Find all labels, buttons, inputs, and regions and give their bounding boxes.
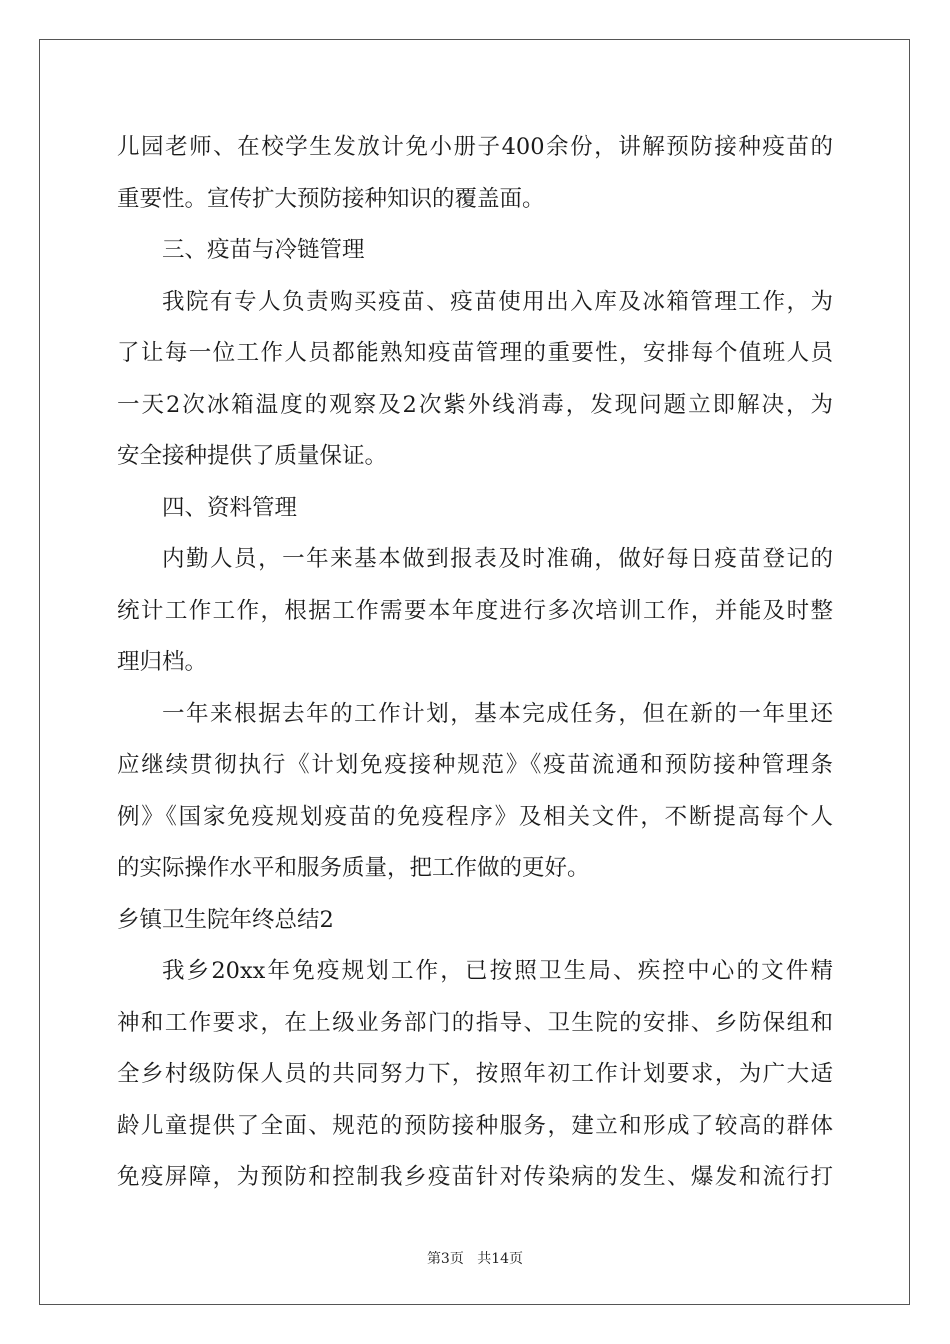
text-line: 神和工作要求，在上级业务部门的指导、卫生院的安排、乡防保组和 [117,1009,833,1036]
text-line: 安全接种提供了质量保证。 [117,443,388,469]
text-line: 例》《国家免疫规划疫苗的免疫程序》及相关文件，不断提高每个人 [117,803,833,830]
text-line: 一年来根据去年的工作计划，基本完成任务，但在新的一年里还 [162,700,833,727]
text-line: 的实际操作水平和服务质量，把工作做的更好。 [117,855,590,881]
text-line: 统计工作工作，根据工作需要本年度进行多次培训工作，并能及时整 [117,597,833,624]
text-line: 免疫屏障，为预防和控制我乡疫苗针对传染病的发生、爆发和流行打 [117,1164,833,1190]
text-line: 应继续贯彻执行《计划免疫接种规范》《疫苗流通和预防接种管理条 [117,752,833,778]
text-line: 了让每一位工作人员都能熟知疫苗管理的重要性，安排每个值班人员 [117,340,833,366]
page-total: 共14页 [477,1251,524,1267]
text-line: 一天2次冰箱温度的观察及2次紫外线消毒，发现问题立即解决，为 [117,391,833,418]
text-line: 全乡村级防保人员的共同努力下，按照年初工作计划要求，为广大适 [117,1061,833,1087]
section-heading: 四、资料管理 [162,494,298,521]
text-line: 理归档。 [117,649,208,675]
document-body [117,122,833,1204]
text-line: 内勤人员，一年来基本做到报表及时准确，做好每日疫苗登记的 [162,546,833,572]
text-line: 重要性。宣传扩大预防接种知识的覆盖面。 [117,185,545,212]
document-heading: 乡镇卫生院年终总结2 [117,906,334,933]
text-line: 我院有专人负责购买疫苗、疫苗使用出入库及冰箱管理工作，为 [162,288,833,315]
page-number: 第3页 [426,1251,464,1267]
section-heading: 三、疫苗与冷链管理 [162,237,365,263]
page-footer [0,1248,950,1268]
text-line: 龄儿童提供了全面、规范的预防接种服务，建立和形成了较高的群体 [117,1112,833,1139]
text-line: 我乡20xx年免疫规划工作，已按照卫生局、疾控中心的文件精 [162,958,833,984]
text-line: 儿园老师、在校学生发放计免小册子400余份，讲解预防接种疫苗的 [117,134,833,160]
